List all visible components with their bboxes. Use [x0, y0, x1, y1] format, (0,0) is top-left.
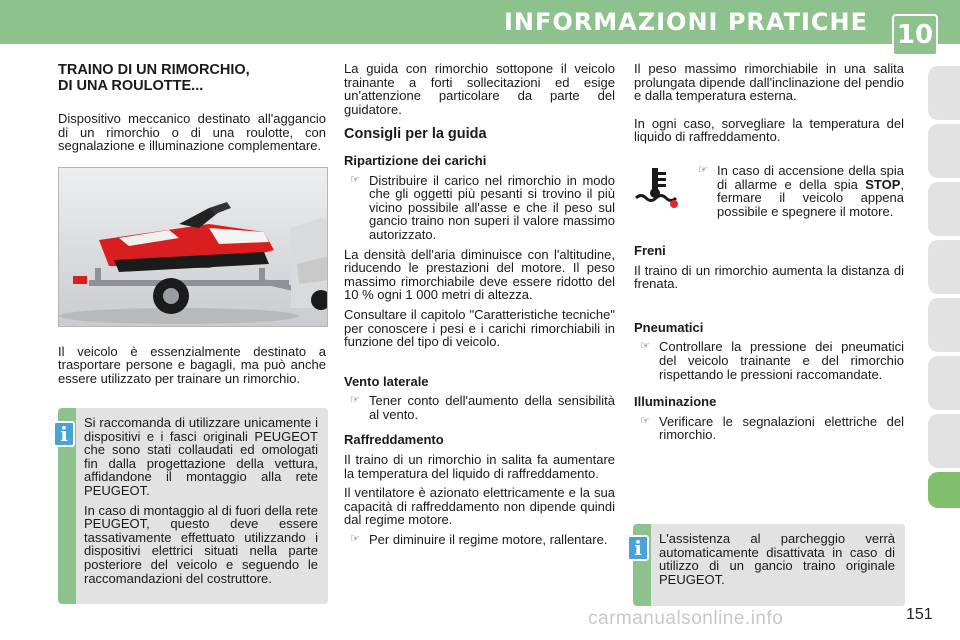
towing-illustration: [58, 167, 328, 327]
side-tab[interactable]: [928, 240, 960, 294]
pointing-hand-icon: ☞: [640, 340, 650, 353]
section-heading: TRAINO DI UN RIMORCHIO, DI UNA ROULOTTE...: [58, 62, 250, 94]
subsection-heading: Vento laterale: [344, 373, 429, 389]
side-tab[interactable]: [928, 414, 960, 468]
subsection-heading: Illuminazione: [634, 394, 717, 410]
trailer-jetski-image: [59, 168, 328, 327]
bullet-text: Per diminuire il regime motore, rallentare.: [369, 532, 608, 548]
chapter-number-badge: 10: [892, 14, 938, 56]
subsection-heading: Pneumatici: [634, 319, 704, 335]
side-tab-active[interactable]: [928, 472, 960, 508]
pointing-hand-icon: ☞: [350, 533, 360, 546]
bullet-text: In caso di accensione della spia di allarme e della spia STOP, fermare il veicolo appena possibile e spegnere il motore.: [717, 162, 904, 219]
usage-paragraph: Il veicolo è essenzialmente destinato a trasportare persone e bagagli, ma può anche essere utilizzato per trainare un rimorchio.: [58, 343, 326, 386]
info-icon: i: [53, 421, 75, 447]
side-tab[interactable]: [928, 66, 960, 120]
subsection-heading: Ripartizione dei carichi: [344, 152, 487, 168]
side-tab[interactable]: [928, 298, 960, 352]
stop-label: STOP: [865, 176, 901, 192]
info-icon: i: [627, 535, 649, 561]
info-note-text: L'assistenza al parcheggio verrà automaticamente disattivata in caso di utilizzo di un gancio traino originale PEUGEOT.: [659, 531, 895, 587]
info-note-text: In caso di montaggio al di fuori della rete PEUGEOT, questo deve essere tassativamente effettuato utilizzando i dispositivi elettrici situati nella parte posteriore del veicolo e seguendo le raccomandazioni del costruttore.: [84, 502, 318, 586]
coolant-temperature-icon: [634, 164, 678, 208]
bullet-item: [634, 415, 904, 442]
paragraph: Il traino di un rimorchio in salita fa aumentare la temperatura del liquido di raffreddamento.: [344, 452, 615, 481]
paragraph: Il traino di un rimorchio aumenta la distanza di frenata.: [634, 262, 904, 292]
paragraph: La densità dell'aria diminuisce con l'altitudine, riducendo le prestazioni del motore. Il peso massimo rimorchiabile deve essere ridotto del 10 % ogni 1 000 metri di altezza.: [344, 246, 615, 303]
side-tab[interactable]: [928, 124, 960, 178]
subsection-heading: Freni: [634, 242, 666, 258]
page-number: 151: [906, 606, 933, 623]
watermark: carmanualsonline.info: [588, 608, 784, 629]
pointing-hand-icon: ☞: [640, 414, 650, 427]
column-left: [58, 62, 326, 392]
bullet-item: [634, 340, 904, 381]
side-tab[interactable]: [928, 356, 960, 410]
bullet-text: Verificare le segnalazioni elettriche del rimorchio.: [659, 413, 904, 443]
pointing-hand-icon: ☞: [698, 163, 708, 176]
bullet-item: [692, 164, 904, 218]
bullet-text: Controllare la pressione dei pneumatici del veicolo trainante e del rimorchio rispettando le pressioni raccomandate.: [659, 339, 904, 382]
paragraph: Il peso massimo rimorchiabile in una salita prolungata dipende dall'inclinazione del pendio e dalla temperatura esterna.: [634, 61, 904, 104]
page-title: INFORMAZIONI PRATICHE: [503, 8, 868, 36]
paragraph: Il ventilatore è azionato elettricamente e la sua capacità di raffreddamento non dipende quindi dal regime motore.: [344, 485, 615, 528]
bullet-item: [344, 533, 615, 547]
intro-paragraph: La guida con rimorchio sottopone il veicolo trainante a forti sollecitazioni ed esige un'attenzione particolare da parte del guidatore.: [344, 61, 615, 117]
intro-paragraph: Dispositivo meccanico destinato all'aggancio di un rimorchio o di una roulotte, con segnalazione e illuminazione complementare.: [58, 111, 326, 154]
bullet-text: Distribuire il carico nel rimorchio in modo che gli oggetti più pesanti si trovino il più vicino possibile all'asse e che il peso sul gancio traino non superi il valore massimo autorizzato.: [369, 172, 615, 242]
coolant-warning: [634, 164, 904, 234]
bullet-text: Tener conto dell'aumento della sensibilità al vento.: [369, 393, 615, 422]
pointing-hand-icon: ☞: [350, 394, 360, 407]
subsection-heading: Raffreddamento: [344, 432, 444, 448]
side-tab[interactable]: [928, 182, 960, 236]
bullet-item: [344, 394, 615, 421]
pointing-hand-icon: ☞: [350, 173, 360, 186]
info-note-box: [58, 408, 328, 604]
column-right: [634, 62, 904, 448]
paragraph: In ogni caso, sorvegliare la temperatura del liquido di raffreddamento.: [634, 115, 904, 145]
column-middle: [344, 62, 615, 553]
section-heading: Consigli per la guida: [344, 126, 487, 143]
info-note-box: [633, 524, 905, 606]
paragraph: Consultare il capitolo "Caratteristiche tecniche" per conoscere i pesi e i carichi rimorchiabili in funzione del tipo di veicolo.: [344, 306, 615, 350]
info-note-text: Si raccomanda di utilizzare unicamente i dispositivi e i fasci originali PEUGEOT che sono stati collaudati ed omologati fin dalla progettazione della vettura, affidandone il montaggio alla rete PEUGEOT.: [84, 415, 318, 498]
bullet-item: [344, 174, 615, 242]
